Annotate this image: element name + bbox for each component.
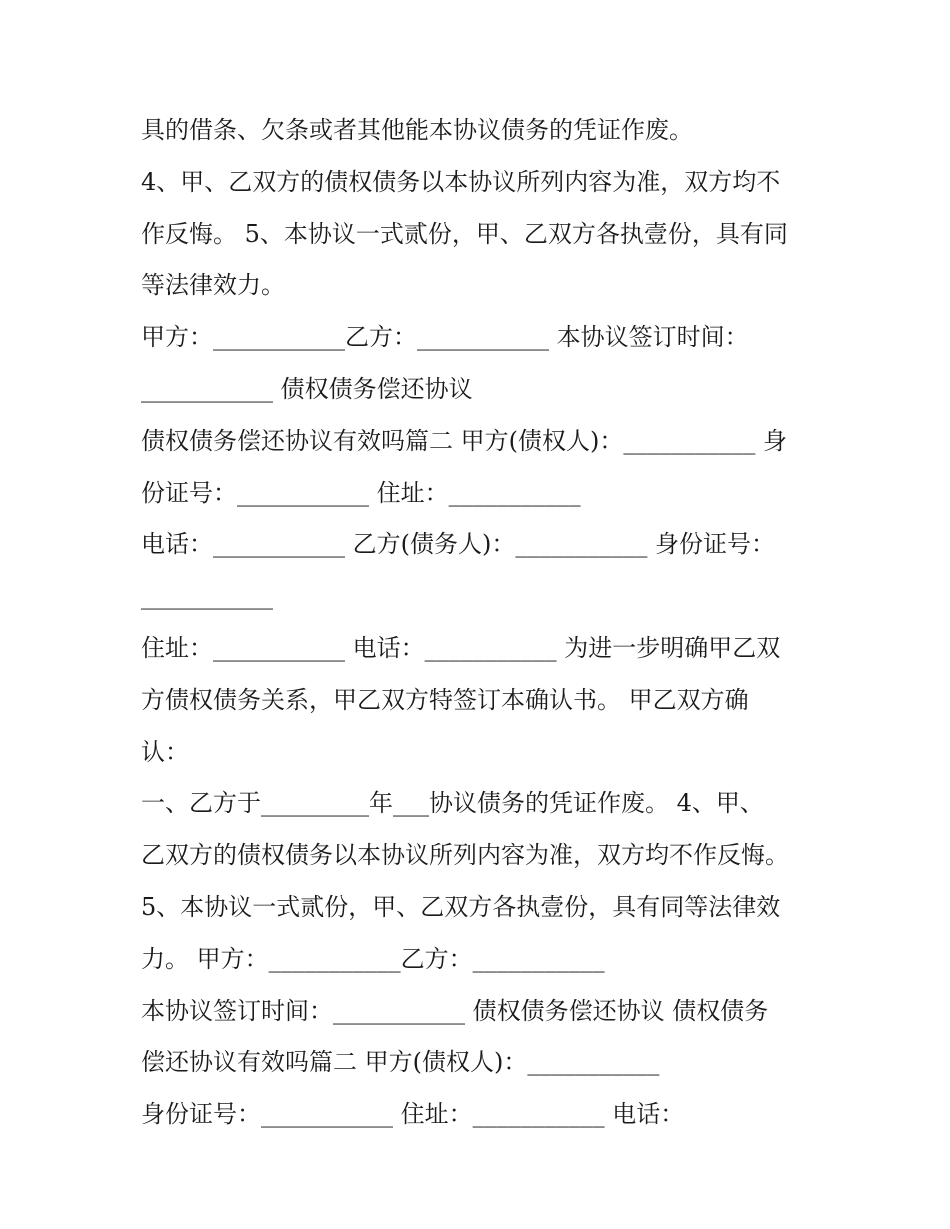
text-line: 认： — [141, 737, 189, 766]
text-line: 电话：___________ 乙方(债务人)：___________ 身份证号： — [141, 530, 775, 559]
text-line: 甲方：___________乙方：___________ 本协议签订时间： — [141, 323, 749, 352]
text-line: ___________ — [141, 582, 273, 611]
text-line: 偿还协议有效吗篇二 甲方(债权人)：___________ — [141, 1048, 660, 1077]
text-line: 住址：___________ 电话：___________ 为进一步明确甲乙双 — [141, 633, 781, 662]
text-line: 本协议签订时间：___________ 债权债务偿还协议 债权债务 — [141, 996, 769, 1025]
text-line: 等法律效力。 — [141, 271, 285, 300]
text-line: 乙双方的债权债务以本协议所列内容为准，双方均不作反悔。 — [141, 841, 789, 870]
text-line: 份证号：___________ 住址：___________ — [141, 478, 581, 507]
text-line: 债权债务偿还协议有效吗篇二 甲方(债权人)：___________ 身 — [141, 426, 787, 455]
text-line: 具的借条、欠条或者其他能本协议债务的凭证作废。 — [141, 116, 693, 144]
text-line: ___________ 债权债务偿还协议 — [141, 374, 473, 403]
text-line: 身份证号：___________ 住址：___________ 电话： — [141, 1100, 685, 1129]
text-line: 4、甲、乙双方的债权债务以本协议所列内容为准，双方均不 — [141, 167, 781, 196]
text-line: 作反悔。 5、本协议一式贰份，甲、乙双方各执壹份，具有同 — [141, 219, 788, 248]
text-line: 力。 甲方：___________乙方：___________ — [141, 944, 605, 973]
text-line: 方债权债务关系，甲乙双方特签订本确认书。 甲乙双方确 — [141, 685, 749, 714]
text-line: 一、乙方于_________年___协议债务的凭证作废。 4、甲、 — [141, 789, 764, 818]
text-line: 5、本协议一式贰份，甲、乙双方各执壹份，具有同等法律效 — [141, 892, 781, 921]
